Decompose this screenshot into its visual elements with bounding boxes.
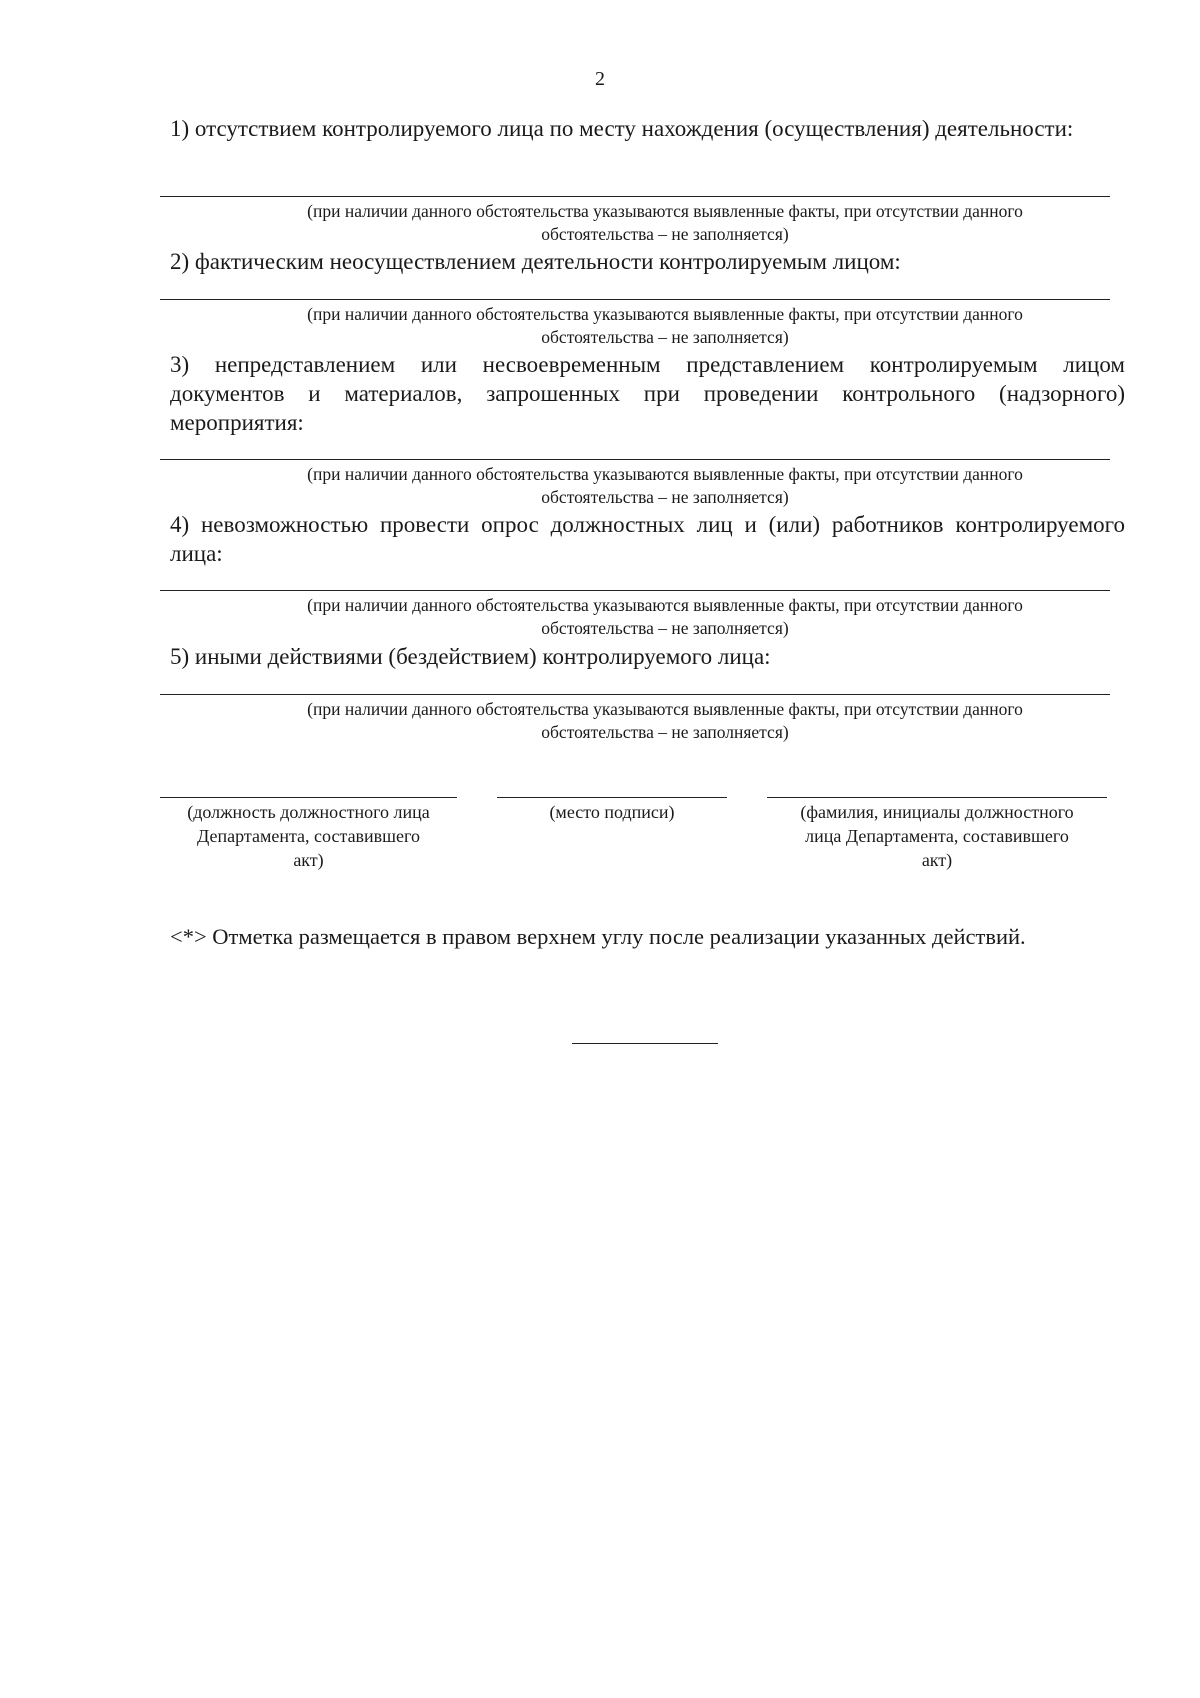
- hint-line-2: обстоятельства – не заполняется): [541, 722, 789, 742]
- hint-line-1: (при наличии данного обстоятельства указываются выявленные факты, при отсутствии данного: [307, 304, 1023, 324]
- end-separator-line: [572, 1043, 718, 1044]
- footnote: <*> Отметка размещается в правом верхнем углу после реализации указанных действий.: [170, 924, 1026, 949]
- hint-line-2: обстоятельства – не заполняется): [541, 327, 789, 347]
- hint-5: [160, 698, 1110, 744]
- caption-line: лица Департамента, составившего: [805, 826, 1069, 846]
- signature-line-name: [767, 797, 1107, 798]
- caption-line: (должность должностного лица: [187, 802, 430, 822]
- fill-line-1: [160, 196, 1110, 197]
- page-number: 2: [595, 68, 605, 90]
- hint-2: [160, 303, 1110, 349]
- item-no-interview: 4) невозможностью провести опрос должностных лиц и (или) работников контролируемого лица:: [170, 512, 1125, 566]
- item-non-submission: 3) непредставлением или несвоевременным представлением контролируемым лицом документов и материалов, запрошенных при проведении контрольного (надзорного) мероприятия:: [170, 352, 1125, 435]
- hint-3: [160, 463, 1110, 509]
- hint-line-2: обстоятельства – не заполняется): [541, 487, 789, 507]
- hint-1: [160, 200, 1110, 246]
- fill-line-5: [160, 694, 1110, 695]
- caption-line: акт): [293, 850, 324, 870]
- hint-4: [160, 594, 1110, 640]
- hint-line-2: обстоятельства – не заполняется): [541, 618, 789, 638]
- signature-line-position: [160, 797, 457, 798]
- signature-line-place: [497, 797, 727, 798]
- caption-line: (фамилия, инициалы должностного: [800, 802, 1074, 822]
- item-non-activity: 2) фактическим неосуществлением деятельности контролируемым лицом:: [170, 249, 901, 274]
- hint-line-1: (при наличии данного обстоятельства указываются выявленные факты, при отсутствии данного: [307, 595, 1023, 615]
- signature-caption-name: [767, 800, 1107, 872]
- signature-caption-place: [497, 800, 727, 824]
- hint-line-1: (при наличии данного обстоятельства указываются выявленные факты, при отсутствии данного: [307, 699, 1023, 719]
- item-absence: 1) отсутствием контролируемого лица по месту нахождения (осуществления) деятельности:: [170, 116, 1074, 141]
- caption-line: Департамента, составившего: [197, 826, 420, 846]
- hint-line-2: обстоятельства – не заполняется): [541, 224, 789, 244]
- signature-caption-position: [160, 800, 457, 872]
- fill-line-4: [160, 590, 1110, 591]
- item-other-actions: 5) иными действиями (бездействием) контролируемого лица:: [170, 644, 771, 669]
- hint-line-1: (при наличии данного обстоятельства указываются выявленные факты, при отсутствии данного: [307, 201, 1023, 221]
- hint-line-1: (при наличии данного обстоятельства указываются выявленные факты, при отсутствии данного: [307, 464, 1023, 484]
- fill-line-3: [160, 459, 1110, 460]
- caption-line: акт): [921, 850, 953, 870]
- caption-line: (место подписи): [549, 802, 675, 822]
- fill-line-2: [160, 299, 1110, 300]
